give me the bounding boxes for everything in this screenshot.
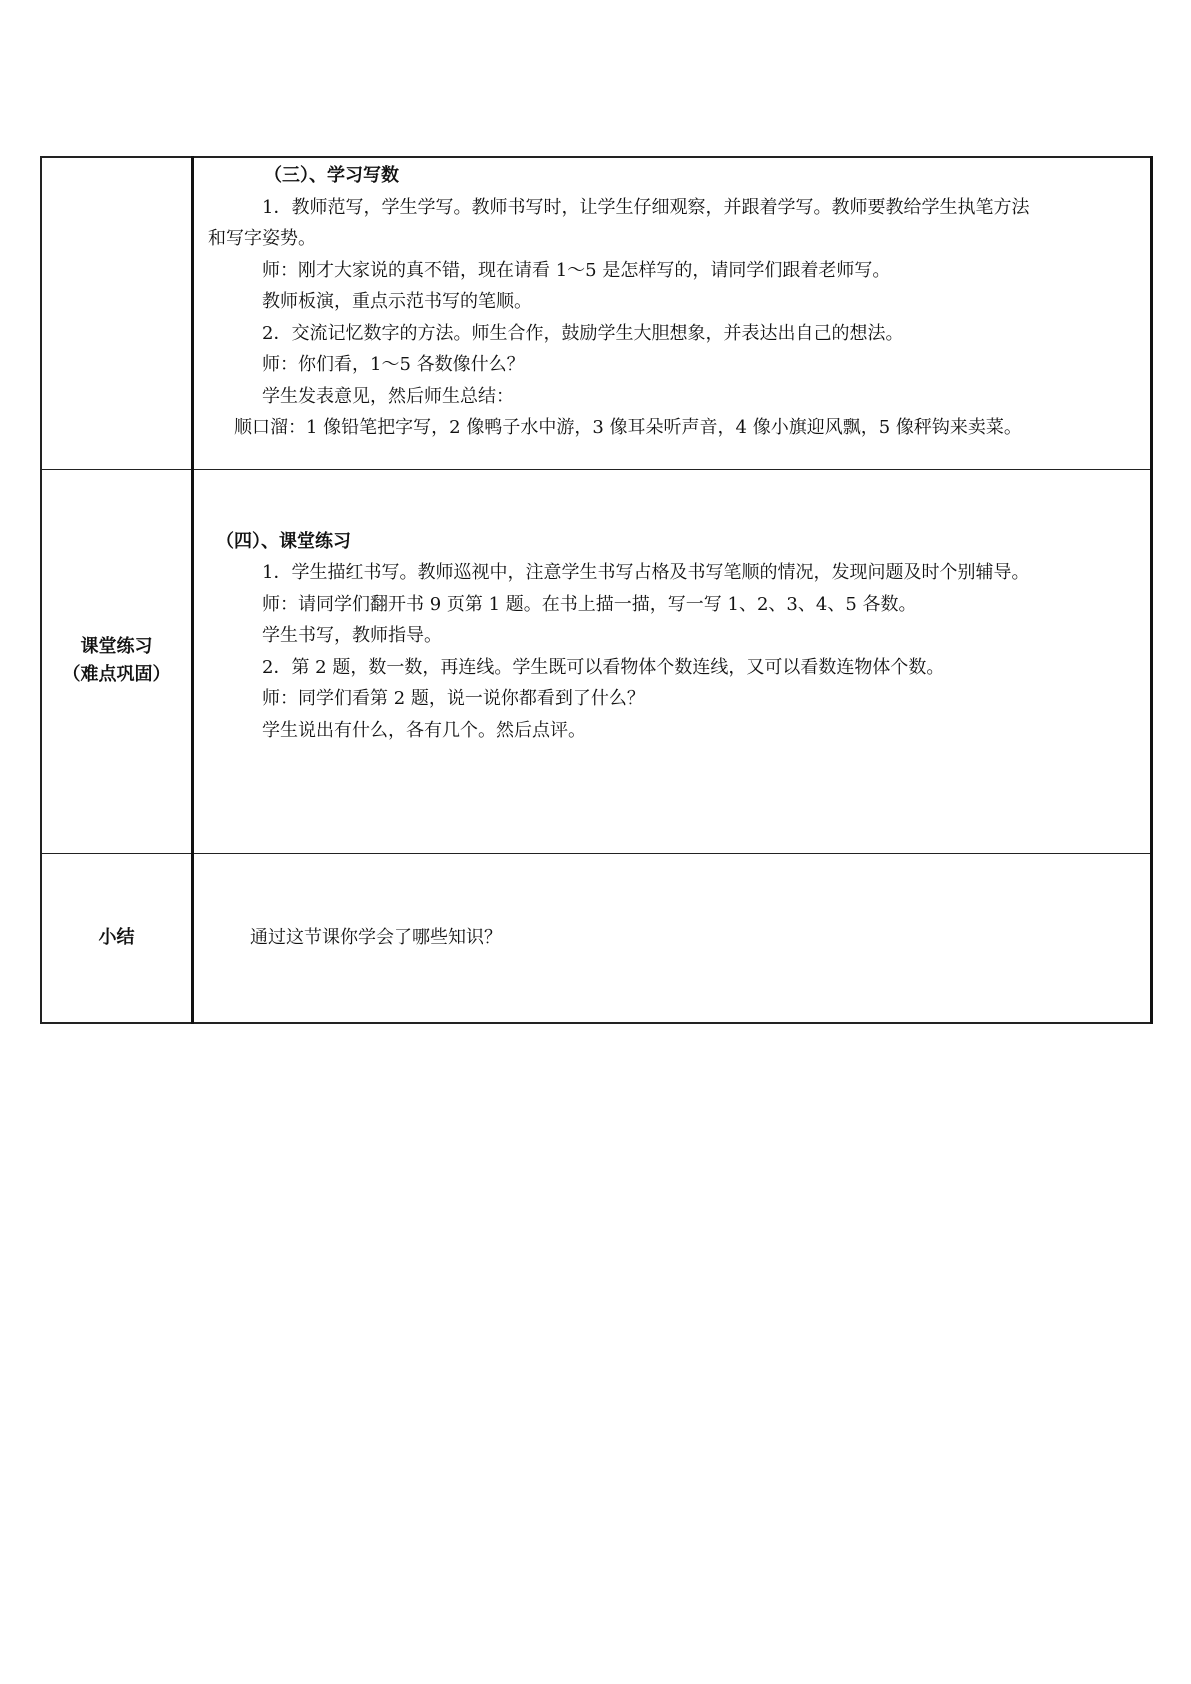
row-label-practice: [41, 469, 193, 853]
content-line: 学生发表意见，然后师生总结：: [262, 385, 514, 407]
content-line: 2．第 2 题，数一数，再连线。学生既可以看物体个数连线，又可以看数连物体个数。: [262, 656, 945, 678]
content-line: 和写字姿势。: [208, 228, 316, 249]
lesson-plan-table: [40, 156, 1153, 1024]
content-line: 2．交流记忆数字的方法。师生合作，鼓励学生大胆想象，并表达出自己的想法。: [262, 322, 904, 344]
content-line: 1．教师范写，学生学写。教师书写时，让学生仔细观察，并跟着学写。教师要教给学生执笔方法: [262, 196, 1030, 218]
content-line: 师：你们看，1～5 各数像什么？: [262, 354, 525, 375]
content-line: 师：同学们看第 2 题，说一说你都看到了什么？: [262, 688, 645, 709]
row-label-empty: [41, 157, 193, 469]
section-heading: （三）、学习写数: [264, 165, 399, 186]
content-cell-writing-numbers: [193, 157, 1152, 469]
content-line: 1．学生描红书写。教师巡视中，注意学生书写占格及书写笔顺的情况，发现问题及时个别辅导。: [262, 562, 1030, 583]
content-line: 顺口溜：1 像铅笔把字写，2 像鸭子水中游，3 像耳朵听声音，4 像小旗迎风飘，5 像秤钩来卖菜。: [234, 417, 1022, 438]
content-cell-summary: [193, 853, 1152, 1023]
content-cell-classroom-practice: [193, 469, 1152, 853]
summary-text: 通过这节课你学会了哪些知识？: [250, 926, 502, 948]
section-heading: （四）、课堂练习: [216, 530, 351, 552]
content-line: 学生书写，教师指导。: [262, 625, 442, 646]
table-row: [41, 469, 1152, 853]
content-line: 学生说出有什么，各有几个。然后点评。: [262, 719, 586, 741]
content-line: 师：刚才大家说的真不错，现在请看 1～5 是怎样写的，请同学们跟着老师写。: [262, 259, 891, 281]
content-line: 教师板演，重点示范书写的笔顺。: [262, 291, 532, 312]
table-row: [41, 157, 1152, 469]
row-label-summary: 小结: [41, 853, 193, 1023]
table-row: [41, 853, 1152, 1023]
row-label-line: （难点巩固）: [62, 664, 171, 685]
content-line: 师：请同学们翻开书 9 页第 1 题。在书上描一描，写一写 1、2、3、4、5 各数。: [262, 593, 917, 615]
row-label-line: 课堂练习: [80, 636, 153, 657]
